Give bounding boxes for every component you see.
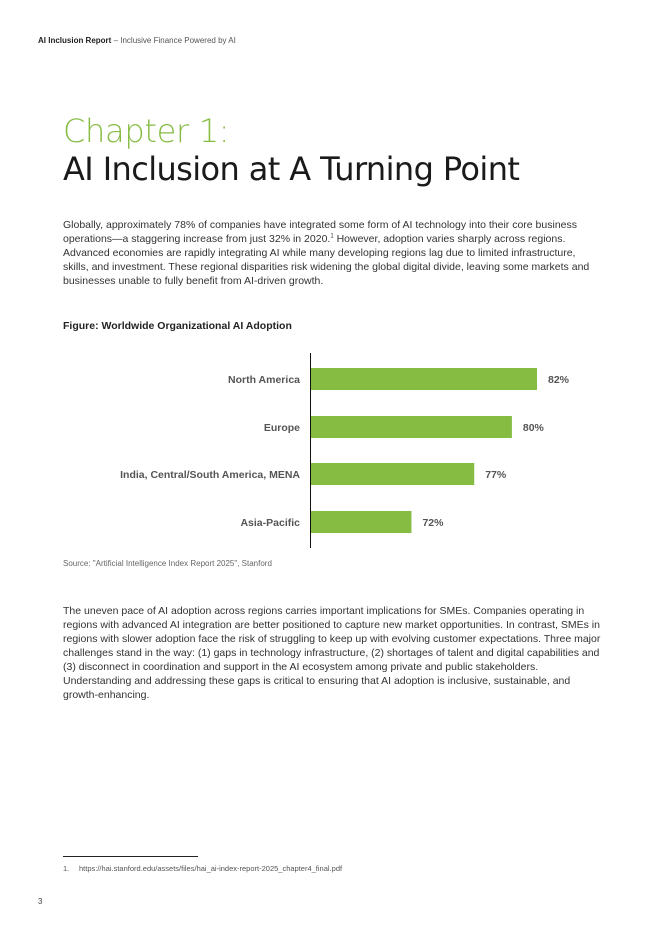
footnote-link[interactable]: https://hai.stanford.edu/assets/files/hai_ai-index-report-2025_chapter4_final.pdf: [79, 864, 343, 873]
category-label: Europe: [263, 422, 300, 434]
value-label: 72%: [422, 517, 444, 529]
bar: [311, 463, 474, 485]
figure-title: Figure: Worldwide Organizational AI Adoption: [63, 320, 292, 332]
category-label: India, Central/South America, MENA: [120, 469, 300, 481]
value-label: 82%: [548, 374, 570, 386]
footnote-divider: [63, 856, 198, 857]
report-title: AI Inclusion Report: [38, 36, 112, 45]
value-label: 77%: [485, 469, 507, 481]
bar: [311, 416, 512, 438]
intro-text-part2: However, adoption varies sharply across regions. Advanced economies are rapidly integrating AI while many developing regions lag due to limited infrastructure, skills, and investment. These regional disparities risk widening the global digital divide, leaving some markets and businesses unable to fully benefit from AI-driven growth.: [63, 233, 590, 287]
page-number: 3: [38, 897, 43, 906]
chapter-title: AI Inclusion at A Turning Point: [63, 150, 520, 188]
body-paragraph: The uneven pace of AI adoption across regions carries important implications for SMEs. Companies operating in regions with advanced AI integration are better positioned to capture new market opportunities. In contrast, SMEs in regions with slower adoption face the risk of struggling to keep up with evolving customer expectations. Three major challenges stand in the way: (1) gaps in technology infrastructure, (2) shortages of talent and digital capabilities and (3) disconnect in coordination and support in the AI ecosystem among private and public stakeholders. Understanding and addressing these gaps is critical to ensuring that AI adoption is inclusive, sustainable, and growth-enhancing.: [63, 605, 601, 701]
footnote-1: [63, 864, 342, 873]
bar: [311, 511, 411, 533]
running-header: [38, 36, 236, 45]
category-label: Asia-Pacific: [240, 517, 300, 529]
footnote-number: 1.: [63, 864, 70, 873]
intro-text-part1: Globally, approximately 78% of companies have integrated some form of AI technology into their core business operations—a staggering increase from just 32% in 2020.: [63, 219, 577, 245]
category-label: North America: [228, 374, 300, 386]
report-subtitle: – Inclusive Finance Powered by AI: [111, 36, 236, 45]
value-label: 80%: [522, 422, 544, 434]
adoption-bar-chart: [63, 350, 603, 550]
figure-source: Source: "Artificial Intelligence Index Report 2025", Stanford: [63, 559, 272, 568]
intro-paragraph: [63, 218, 603, 288]
footnote-reference[interactable]: 1: [330, 233, 334, 240]
bar: [311, 368, 537, 390]
chapter-number: Chapter 1:: [63, 112, 230, 150]
